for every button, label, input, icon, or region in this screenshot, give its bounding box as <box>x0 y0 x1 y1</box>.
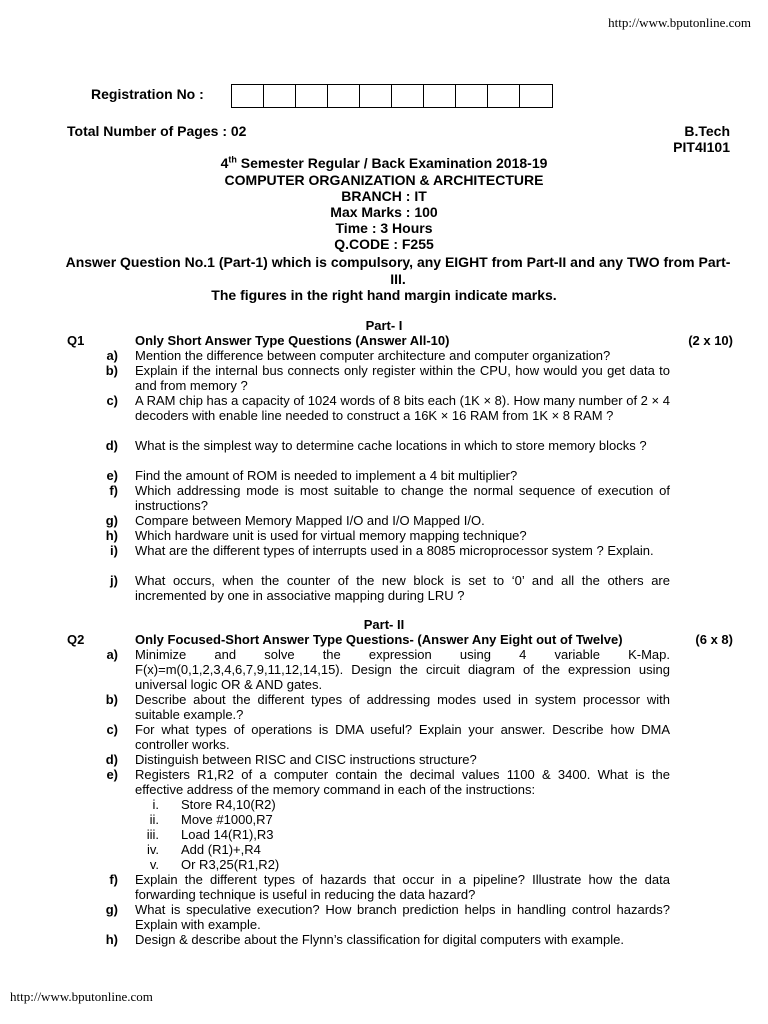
degree: B.Tech <box>684 123 730 139</box>
sub-item-text: Add (R1)+,R4 <box>181 842 261 857</box>
part-1-title: Part- I <box>365 318 403 333</box>
question-marks: (6 x 8) <box>695 632 733 647</box>
registration-label: Registration No : <box>91 86 204 102</box>
item-text: Compare between Memory Mapped I/O and I/O Mapped I/O. <box>135 513 485 528</box>
item-label: d) <box>105 438 118 453</box>
item-text: Distinguish between RISC and CISC instructions structure? <box>135 752 477 767</box>
reg-box <box>360 85 392 107</box>
item-text: Mention the difference between computer architecture and computer organization? <box>135 348 611 363</box>
semester-line <box>0 155 768 171</box>
reg-box <box>456 85 488 107</box>
semester-text: Semester Regular / Back Examination 2018-19 <box>236 155 548 171</box>
course-code: PIT4I101 <box>673 139 730 155</box>
sub-item-text: Or R3,25(R1,R2) <box>181 857 280 872</box>
item-label: g) <box>105 902 118 917</box>
item-text: For what types of operations is DMA useful? Explain your answer. Describe how DMA controller works. <box>135 722 670 752</box>
reg-box <box>328 85 360 107</box>
sub-item-label: iii. <box>146 827 159 842</box>
reg-box <box>296 85 328 107</box>
item-text: A RAM chip has a capacity of 1024 words of 8 bits each (1K × 8). How many number of 2 × 4 decoders with enable line needed to construct a 16K × 16 RAM from 1K × 8 RAM ? <box>135 393 670 423</box>
item-label: c) <box>106 722 118 737</box>
subject-title: COMPUTER ORGANIZATION & ARCHITECTURE <box>224 172 544 188</box>
semester-suffix: th <box>228 154 237 165</box>
question-marks: (2 x 10) <box>688 333 733 348</box>
question-title: Only Focused-Short Answer Type Questions- (Answer Any Eight out of Twelve) <box>135 632 623 647</box>
registration-number-boxes <box>231 84 553 108</box>
sub-item-text: Load 14(R1),R3 <box>181 827 274 842</box>
item-label: j) <box>110 573 118 588</box>
item-label: e) <box>106 468 118 483</box>
reg-box <box>232 85 264 107</box>
branch: BRANCH : IT <box>341 188 427 204</box>
item-text: What are the different types of interrupts used in a 8085 microprocessor system ? Explain. <box>135 543 654 558</box>
item-label: b) <box>105 692 118 707</box>
question-number: Q1 <box>67 333 85 348</box>
item-label: e) <box>106 767 118 782</box>
sub-item-label: iv. <box>146 842 159 857</box>
item-label: c) <box>106 393 118 408</box>
item-label: g) <box>105 513 118 528</box>
item-text: Minimize and solve the expression using 4 variable K-Map. F(x)=m(0,1,2,3,4,6,7,9,11,12,14,15). Design the circuit diagram of the expression using universal logic OR & AND gates. <box>135 647 670 692</box>
sub-item-text: Move #1000,R7 <box>181 812 273 827</box>
sub-item-label: v. <box>149 857 159 872</box>
item-text: Design & describe about the Flynn’s classification for digital computers with example. <box>135 932 624 947</box>
item-label: a) <box>106 348 118 363</box>
reg-box <box>424 85 456 107</box>
reg-box <box>392 85 424 107</box>
item-label: d) <box>105 752 118 767</box>
item-text: Registers R1,R2 of a computer contain the decimal values 1100 & 3400. What is the effective address of the memory command in each of the instructions: <box>135 767 670 797</box>
item-text: Which hardware unit is used for virtual memory mapping technique? <box>135 528 527 543</box>
sub-item-text: Store R4,10(R2) <box>181 797 276 812</box>
item-label: i) <box>110 543 118 558</box>
source-url-top[interactable]: http://www.bputonline.com <box>608 15 751 30</box>
total-pages: Total Number of Pages : 02 <box>67 123 247 139</box>
item-text: Explain the different types of hazards that occur in a pipeline? Illustrate how the data forwarding technique is useful in reducing the data hazard? <box>135 872 670 902</box>
instruction-marks: The figures in the right hand margin indicate marks. <box>211 287 557 303</box>
reg-box <box>264 85 296 107</box>
sub-item-label: ii. <box>149 812 159 827</box>
item-text: What is speculative execution? How branch prediction helps in handling control hazards? Explain with example. <box>135 902 670 932</box>
reg-box <box>488 85 520 107</box>
question-title: Only Short Answer Type Questions (Answer All-10) <box>135 333 450 348</box>
sub-item-label: i. <box>152 797 159 812</box>
item-text: Which addressing mode is most suitable to change the normal sequence of execution of instructions? <box>135 483 670 513</box>
item-text: Find the amount of ROM is needed to implement a 4 bit multiplier? <box>135 468 518 483</box>
q-code: Q.CODE : F255 <box>334 236 434 252</box>
item-text: Explain if the internal bus connects only register within the CPU, how would you get data to and from memory ? <box>135 363 670 393</box>
item-label: f) <box>109 872 118 887</box>
item-label: h) <box>105 528 118 543</box>
exam-time: Time : 3 Hours <box>335 220 433 236</box>
item-text: What is the simplest way to determine cache locations in which to store memory blocks ? <box>135 438 647 453</box>
question-number: Q2 <box>67 632 85 647</box>
max-marks: Max Marks : 100 <box>330 204 438 220</box>
item-text: Describe about the different types of addressing modes used in system processor with suitable example.? <box>135 692 670 722</box>
item-label: a) <box>106 647 118 662</box>
item-label: b) <box>105 363 118 378</box>
degree-block <box>673 123 730 155</box>
source-url-bottom[interactable]: http://www.bputonline.com <box>10 989 153 1004</box>
part-2-title: Part- II <box>363 617 405 632</box>
item-label: h) <box>105 932 118 947</box>
reg-box <box>520 85 552 107</box>
item-label: f) <box>109 483 118 498</box>
instruction-main: Answer Question No.1 (Part-1) which is compulsory, any EIGHT from Part-II and any TWO from Part-III. <box>65 254 731 287</box>
semester-number: 4 <box>220 155 229 171</box>
item-text: What occurs, when the counter of the new block is set to ‘0’ and all the others are incremented by one in associative mapping during LRU ? <box>135 573 670 603</box>
